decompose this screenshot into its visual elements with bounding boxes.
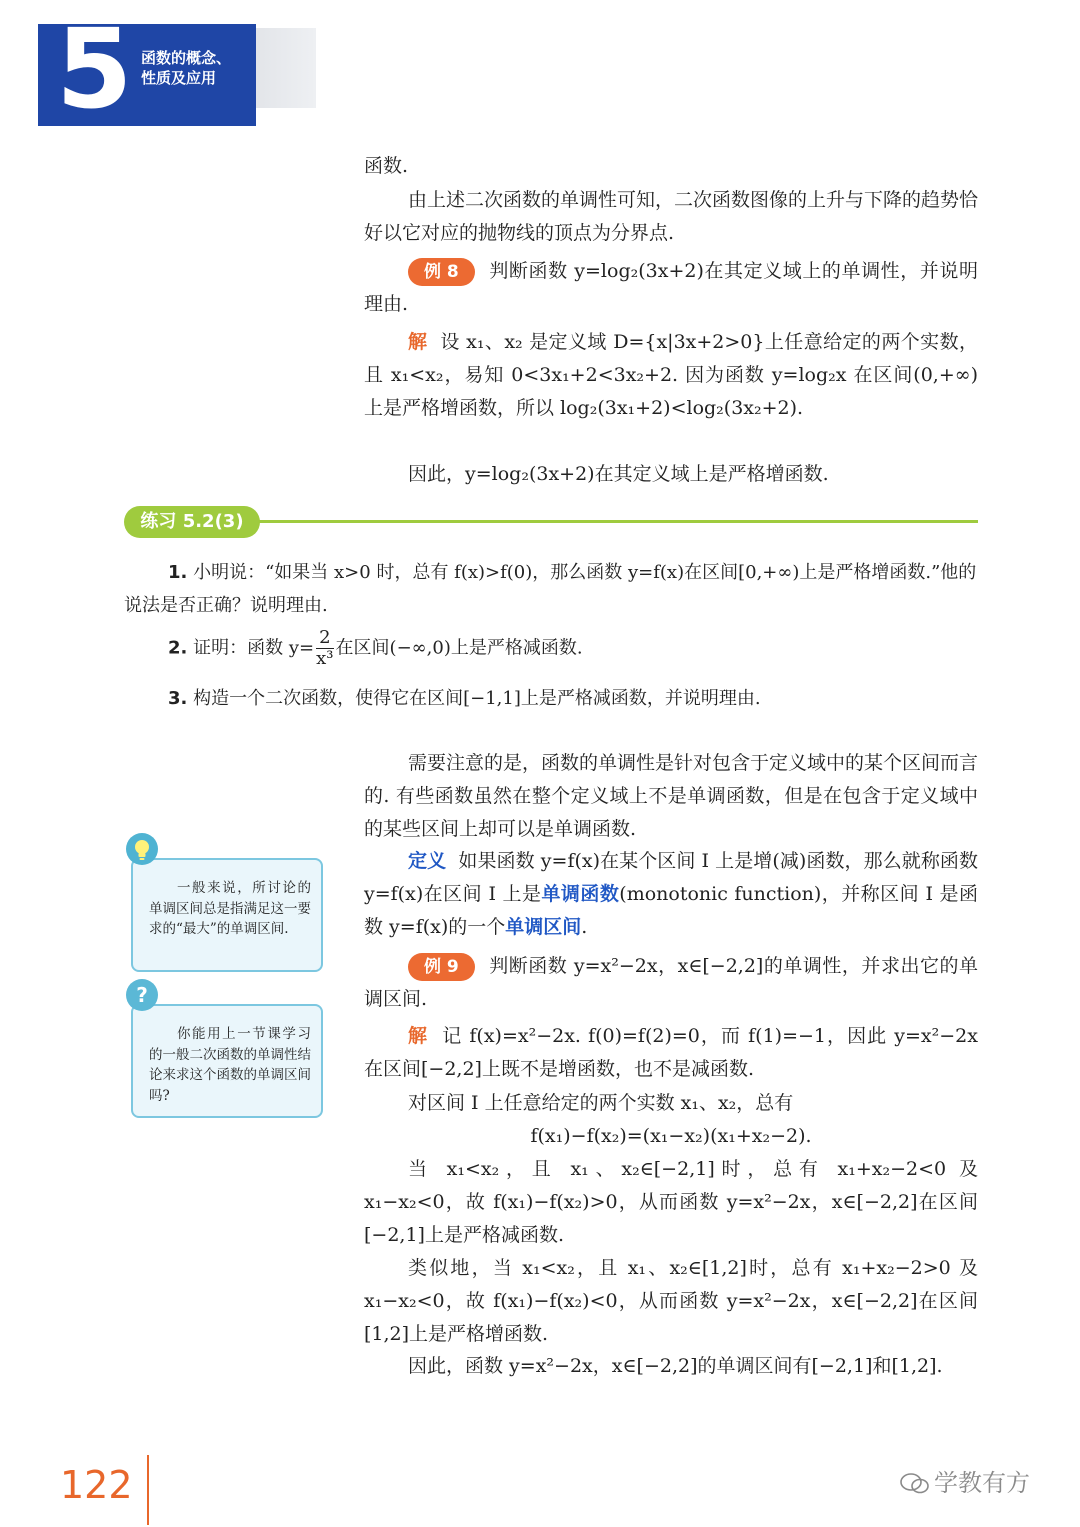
- example-8-conclusion: 因此，y=log₂(3x+2)在其定义域上是严格增函数.: [408, 463, 829, 485]
- exercise-q3: [168, 682, 978, 715]
- example-9-conclusion: 因此，函数 y=x²−2x，x∈[−2,2]的单调区间有[−2,1]和[1,2].: [408, 1355, 943, 1377]
- side-note-2-text: 你能用上一节课学习的一般二次函数的单调性结论来求这个函数的单调区间吗?: [149, 1026, 311, 1104]
- solution-label: 解: [408, 331, 428, 353]
- chapter-title-line1: 函数的概念、: [141, 49, 232, 67]
- example-9-solution-4: 类似地，当 x₁<x₂，且 x₁、x₂∈[1,2]时，总有 x₁+x₂−2>0 及 x₁−x₂<0，故 f(x₁)−f(x₂)<0，从而函数 y=x²−2x，x∈[−2,2]在区间[1,2]上是严格增函数.: [364, 1257, 978, 1345]
- definition-end: .: [581, 916, 588, 938]
- q3-text: 构造一个二次函数，使得它在区间[−1,1]上是严格减函数，并说明理由.: [193, 688, 761, 709]
- q2-text-a: 证明：函数 y=: [193, 637, 315, 659]
- chapter-title: [141, 48, 251, 88]
- example-9: [364, 950, 978, 1016]
- q2-fraction: [316, 628, 333, 669]
- chapter-title-line2: 性质及应用: [141, 69, 217, 87]
- page-number: 122: [60, 1463, 133, 1507]
- side-note-2: [131, 1004, 323, 1118]
- chapter-number: 5: [56, 5, 133, 133]
- q2-fraction-denominator: x³: [316, 648, 334, 669]
- chat-bubble-icon: [900, 1472, 930, 1496]
- definition-text-1: 如果函数 y=f(x)在某个区间 I 上是增(减)函数，那么就称函数 y=f(x)在区间 I 上是: [364, 850, 978, 905]
- term-monotonic-interval: 单调区间: [505, 916, 582, 938]
- q1-text: 小明说：“如果当 x>0 时，总有 f(x)>f(0)，那么函数 y=f(x)在区间[0,+∞)上是严格增函数.”他的说法是否正确？说明理由.: [124, 562, 977, 616]
- exercise-title: 练习 5.2(3): [124, 506, 260, 538]
- q3-number: 3.: [168, 688, 188, 709]
- question-icon: ?: [126, 979, 158, 1011]
- exercise-q1: [124, 556, 978, 622]
- example-9-solution-1: [364, 1020, 978, 1086]
- example-9-text: 判断函数 y=x²−2x，x∈[−2,2]的单调性，并求出它的单调区间.: [364, 955, 978, 1010]
- q1-number: 1.: [168, 562, 188, 583]
- example-8-label: 例 8: [408, 258, 475, 286]
- side-note-1-text: 一般来说，所讨论的单调区间总是指满足这一要求的“最大”的单调区间.: [149, 880, 311, 937]
- paragraph-1: 函数.: [364, 155, 409, 177]
- side-note-1: [131, 858, 323, 972]
- definition-text-2: (monotonic function)，并称区间 I 是函数 y=f(x)的一个: [364, 883, 978, 938]
- example-9-solution-2: 对区间 I 上任意给定的两个实数 x₁、x₂，总有: [408, 1092, 794, 1114]
- example-9-solution-1-text: 记 f(x)=x²−2x. f(0)=f(2)=0，而 f(1)=−1，因此 y=x²−2x 在区间[−2,2]上既不是增函数，也不是减函数.: [364, 1025, 978, 1080]
- definition: [364, 845, 978, 944]
- watermark-text: 学教有方: [934, 1469, 1030, 1497]
- q2-fraction-numerator: 2: [316, 628, 333, 649]
- lightbulb-icon-svg: [126, 833, 158, 865]
- paragraph-2: 由上述二次函数的单调性可知，二次函数图像的上升与下降的趋势恰好以它对应的抛物线的顶点为分界点.: [364, 189, 979, 244]
- example-9-label: 例 9: [408, 953, 475, 981]
- definition-label: 定义: [408, 850, 447, 872]
- q2-number: 2.: [168, 637, 188, 659]
- example-8-text: 判断函数 y=log₂(3x+2)在其定义域上的单调性，并说明理由.: [364, 260, 978, 315]
- watermark: [900, 1463, 1030, 1498]
- example-9-equation: f(x₁)−f(x₂)=(x₁−x₂)(x₁+x₂−2).: [530, 1125, 812, 1147]
- example-8-solution-text: 设 x₁、x₂ 是定义域 D={x|3x+2>0}上任意给定的两个实数，且 x₁<x₂，易知 0<3x₁+2<3x₂+2. 因为函数 y=log₂x 在区间(0,+∞)上是严格增函数，所以 log₂(3x₁+2)<log₂(3x₂+2).: [364, 331, 978, 419]
- q2-text-b: 在区间(−∞,0)上是严格减函数.: [335, 637, 583, 659]
- exercise-q2: [168, 628, 978, 669]
- example-9-solution-3: 当 x₁<x₂，且 x₁、x₂∈[−2,1]时，总有 x₁+x₂−2<0 及 x₁−x₂<0，故 f(x₁)−f(x₂)>0，从而函数 y=x²−2x，x∈[−2,2]在区间[−2,1]上是严格减函数.: [364, 1158, 978, 1246]
- solution-label-9: 解: [408, 1025, 429, 1047]
- example-8-solution: [364, 326, 978, 425]
- page-number-divider: [147, 1455, 149, 1525]
- paragraph-note: 需要注意的是，函数的单调性是针对包含于定义域中的某个区间而言的. 有些函数虽然在整个定义域上不是单调函数，但是在包含于定义域中的某些区间上却可以是单调函数.: [364, 752, 979, 840]
- term-monotonic-function: 单调函数: [541, 883, 620, 905]
- lightbulb-icon: [126, 833, 158, 865]
- exercise-divider: [250, 520, 978, 523]
- example-8: [364, 255, 978, 321]
